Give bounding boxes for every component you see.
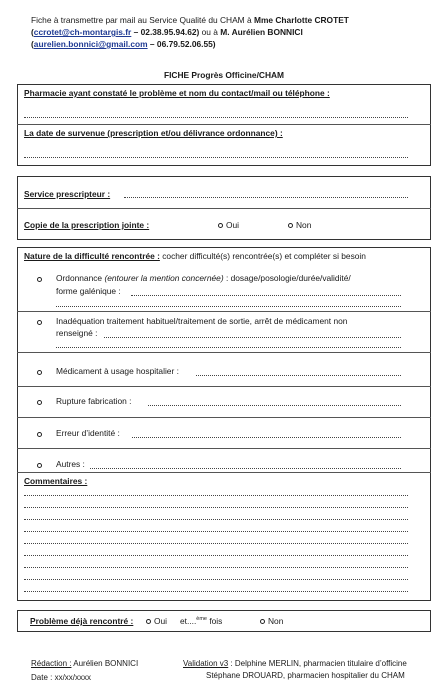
comments-label: Commentaires : bbox=[24, 476, 88, 486]
pharmacy-label: Pharmacie ayant constaté le problème et nom du contact/mail ou téléphone : bbox=[24, 88, 330, 98]
comment-line[interactable] bbox=[24, 591, 408, 592]
bullet-icon[interactable] bbox=[37, 320, 42, 325]
inadequation-dotted-field-2[interactable] bbox=[56, 347, 401, 348]
divider bbox=[17, 352, 431, 353]
divider bbox=[17, 448, 431, 449]
header-line-3 bbox=[31, 39, 216, 50]
radio-icon[interactable] bbox=[146, 619, 151, 624]
item-identity-error: Erreur d’identité : bbox=[56, 428, 120, 438]
date-text: Date : xx/xx/xxxx bbox=[31, 673, 92, 682]
pharmacy-dotted-field[interactable] bbox=[24, 117, 408, 118]
item-other: Autres : bbox=[56, 459, 85, 469]
comment-line[interactable] bbox=[24, 543, 408, 544]
shortage-dotted-field[interactable] bbox=[148, 405, 401, 406]
item-italic-text: (entourer la mention concernée) bbox=[104, 273, 224, 283]
paren-open: ( bbox=[31, 39, 34, 49]
divider bbox=[17, 311, 431, 312]
divider bbox=[17, 386, 431, 387]
prescription-dotted-field[interactable] bbox=[131, 295, 401, 296]
service-dotted-field[interactable] bbox=[124, 197, 408, 198]
already-yes-option[interactable] bbox=[146, 616, 167, 627]
item-stock-shortage: Rupture fabrication : bbox=[56, 396, 132, 406]
redaction bbox=[31, 658, 138, 669]
date-label: La date de survenue (prescription et/ou délivrance ordonnance) : bbox=[24, 128, 283, 138]
bullet-icon[interactable] bbox=[37, 370, 42, 375]
difficulty-section bbox=[17, 247, 431, 601]
copy-no-option[interactable] bbox=[288, 220, 311, 231]
times-prefix: et.... bbox=[180, 616, 197, 626]
identity-dotted-field[interactable] bbox=[132, 437, 401, 438]
contact-name-2: M. Aurélien BONNICI bbox=[220, 27, 303, 37]
or-text: ou à bbox=[199, 27, 221, 37]
validation bbox=[183, 658, 407, 669]
times-sup: ème bbox=[196, 616, 207, 623]
no-label: Non bbox=[296, 220, 312, 230]
divider bbox=[17, 472, 431, 473]
comment-line[interactable] bbox=[24, 531, 408, 532]
item-inadequation: Inadéquation traitement habituel/traitement de sortie, arrêt de médicament non bbox=[56, 316, 348, 326]
redaction-value: Aurélien BONNICI bbox=[71, 659, 139, 668]
copy-yes-option[interactable] bbox=[218, 220, 239, 231]
validation-label: Validation v3 bbox=[183, 659, 229, 668]
already-label: Problème déjà rencontré : bbox=[30, 616, 134, 626]
inadequation-dotted-field[interactable] bbox=[104, 337, 401, 338]
service-label: Service prescripteur : bbox=[24, 189, 111, 199]
times-suffix: fois bbox=[207, 616, 223, 626]
comment-line[interactable] bbox=[24, 555, 408, 556]
paren-open: ( bbox=[31, 27, 34, 37]
divider bbox=[17, 417, 431, 418]
phone-2: – 06.79.52.06.55) bbox=[147, 39, 216, 49]
no-label: Non bbox=[268, 616, 284, 626]
divider bbox=[17, 208, 431, 209]
comment-line[interactable] bbox=[24, 495, 408, 496]
comment-line[interactable] bbox=[24, 507, 408, 508]
nature-label: Nature de la difficulté rencontrée : bbox=[24, 251, 160, 261]
header-line-2 bbox=[31, 27, 303, 38]
yes-label: Oui bbox=[154, 616, 168, 626]
item-prescription-line2: forme galénique : bbox=[56, 286, 121, 296]
times-text bbox=[180, 616, 222, 627]
item-inadequation-line2: renseigné : bbox=[56, 328, 98, 338]
radio-icon[interactable] bbox=[218, 223, 223, 228]
already-no-option[interactable] bbox=[260, 616, 283, 627]
other-dotted-field[interactable] bbox=[90, 468, 401, 469]
header-intro-text: Fiche à transmettre par mail au Service Qualité du CHAM à bbox=[31, 15, 254, 25]
nature-hint: cocher difficulté(s) rencontrée(s) et compléter si besoin bbox=[159, 251, 366, 261]
item-text: : dosage/posologie/durée/validité/ bbox=[223, 273, 351, 283]
redaction-label: Rédaction : bbox=[31, 659, 72, 668]
email-link-2[interactable]: aurelien.bonnici@gmail.com bbox=[33, 39, 148, 49]
validation-line2: Stéphane DROUARD, pharmacien hospitalier du CHAM bbox=[206, 671, 405, 680]
comment-line[interactable] bbox=[24, 579, 408, 580]
bullet-icon[interactable] bbox=[37, 277, 42, 282]
hospital-drug-dotted-field[interactable] bbox=[196, 375, 401, 376]
item-prescription bbox=[56, 273, 351, 284]
validation-value: : Delphine MERLIN, pharmacien titulaire d’officine bbox=[228, 659, 407, 668]
comment-line[interactable] bbox=[24, 519, 408, 520]
radio-icon[interactable] bbox=[288, 223, 293, 228]
yes-label: Oui bbox=[226, 220, 240, 230]
item-hospital-drug: Médicament à usage hospitalier : bbox=[56, 366, 179, 376]
bullet-icon[interactable] bbox=[37, 400, 42, 405]
email-link-1[interactable]: ccrotet@ch-montargis.fr bbox=[33, 27, 132, 37]
divider bbox=[17, 124, 431, 125]
nature-line bbox=[24, 251, 366, 262]
date-dotted-field[interactable] bbox=[24, 157, 408, 158]
header-line-1 bbox=[31, 15, 349, 26]
copy-label: Copie de la prescription jointe : bbox=[24, 220, 150, 230]
phone-1: – 02.38.95.94.62) bbox=[131, 27, 200, 37]
bullet-icon[interactable] bbox=[37, 432, 42, 437]
bullet-icon[interactable] bbox=[37, 463, 42, 468]
item-text: Ordonnance bbox=[56, 273, 105, 283]
comment-line[interactable] bbox=[24, 567, 408, 568]
form-title: FICHE Progrès Officine/CHAM bbox=[163, 70, 285, 80]
contact-name-1: Mme Charlotte CROTET bbox=[253, 15, 349, 25]
prescription-dotted-field-2[interactable] bbox=[56, 306, 401, 307]
radio-icon[interactable] bbox=[260, 619, 265, 624]
